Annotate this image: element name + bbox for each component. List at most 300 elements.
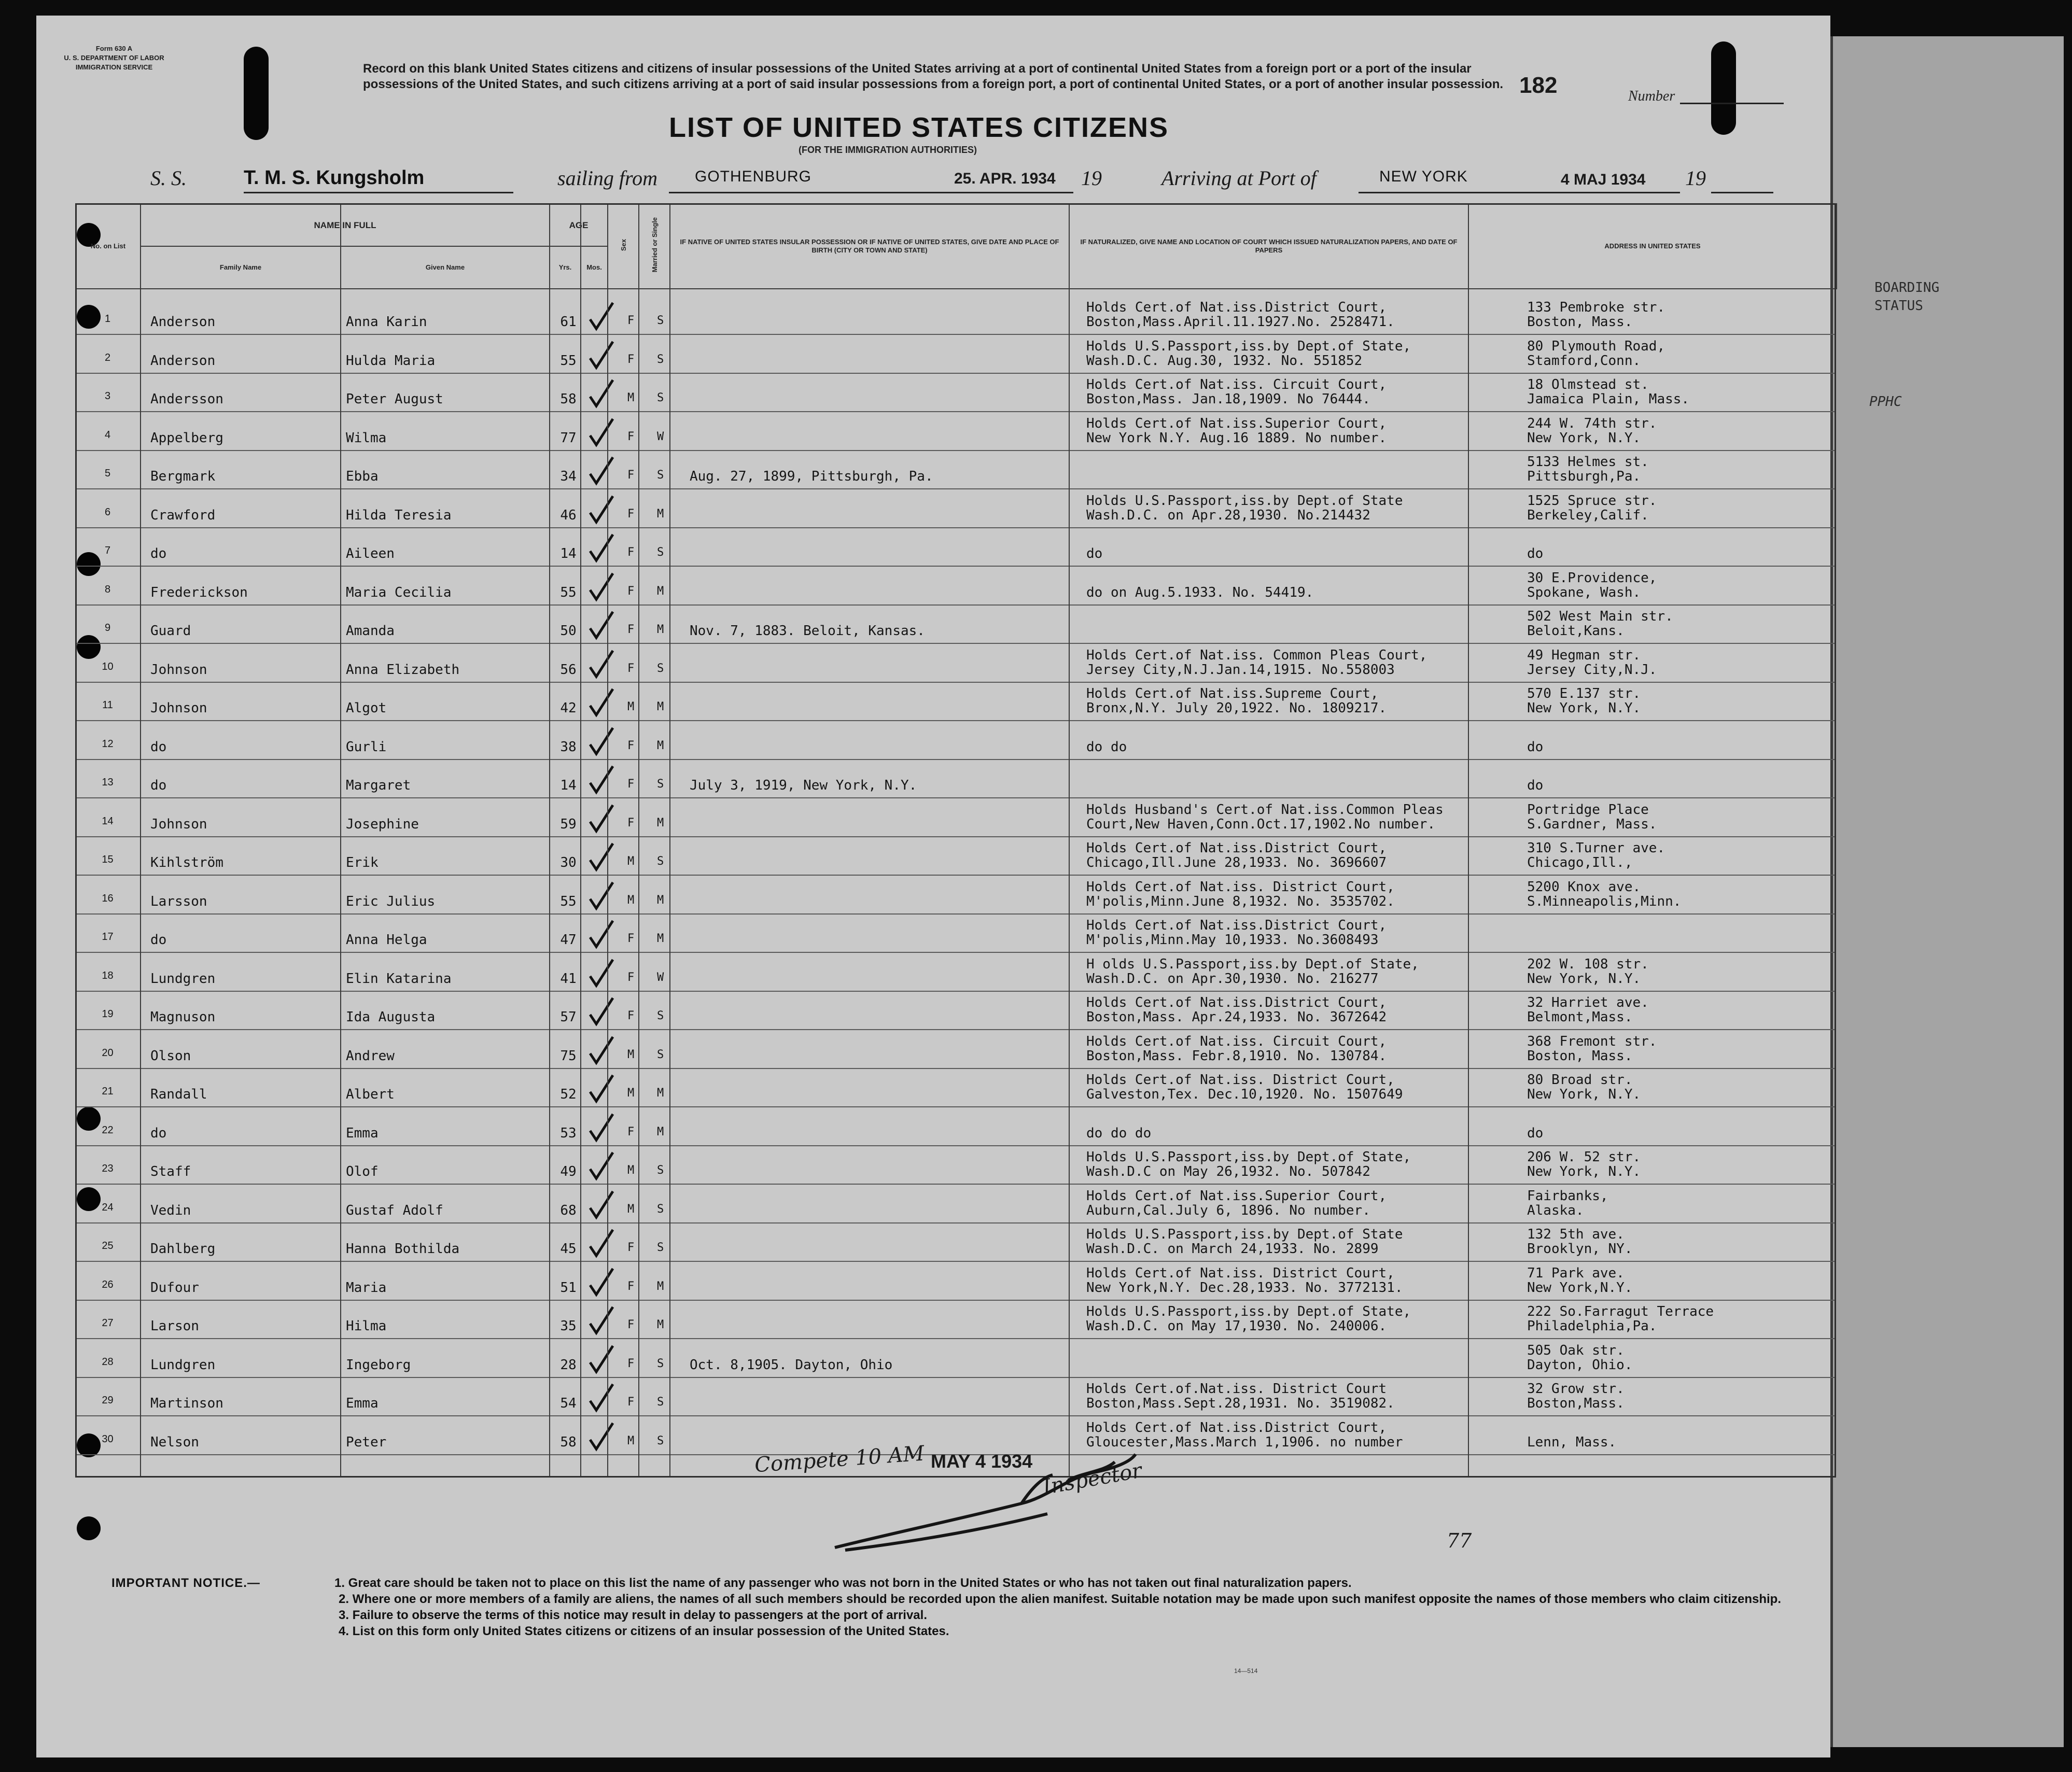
age-years: 57 [560, 1009, 577, 1025]
port-from: GOTHENBURG [695, 168, 812, 185]
table-row [75, 721, 1836, 760]
naturalization-line-2: Boston,Mass.April.11.1927.No. 2528471. [1086, 314, 1395, 330]
sex-value: F [627, 662, 635, 675]
naturalization-line-1: Holds Cert.of Nat.iss.District Court, [1086, 300, 1387, 315]
ss-label: S. S. [150, 166, 187, 190]
address-line-2: S.Minneapolis,Minn. [1527, 893, 1682, 909]
check-mark-icon [586, 455, 617, 486]
check-mark-icon [586, 1305, 617, 1336]
given-name: Hilma [346, 1318, 387, 1334]
row-number: 25 [102, 1240, 114, 1251]
address-line-1: 502 West Main str. [1527, 609, 1673, 624]
row-number: 2 [104, 351, 111, 363]
age-years: 28 [560, 1357, 577, 1373]
number-field [1680, 103, 1784, 104]
row-number: 15 [102, 854, 114, 865]
marital-status: S [657, 353, 664, 366]
record-instruction: Record on this blank United States citizens and citizens of insular possessions of the United States arriving at a port of continental United States from a foreign port or a port of the insular possessions of the United States, and such citizens arriving at a port of said insular possessions from a foreign port, a port of continental United States, or a port of another insular possession. [363, 62, 1504, 91]
naturalization-line-2: Wash.D.C on May 26,1932. No. 507842 [1086, 1164, 1370, 1179]
notice-item-1-line [111, 1575, 1797, 1591]
table-row [75, 1377, 1836, 1416]
address-line-2: do [1527, 778, 1544, 793]
family-name: do [150, 546, 167, 561]
address-line-2: Stamford,Conn. [1527, 353, 1641, 369]
table-row [75, 489, 1836, 528]
notice-item: 2. Where one or more members of a family are aliens, the names of all such members should be recorded upon the alien manifest. Suitable notation may be made upon such manifest opposite the names of those members who claim citizenship. [339, 1592, 1781, 1606]
given-name: Anna Helga [346, 932, 427, 948]
table-row [75, 643, 1836, 683]
naturalization-line-2: Wash.D.C. on March 24,1933. No. 2899 [1086, 1241, 1379, 1257]
naturalization-line-1: Holds Cert.of Nat.iss. District Court, [1086, 879, 1395, 895]
row-number: 13 [102, 777, 114, 788]
age-years: 47 [560, 932, 577, 948]
check-mark-icon [586, 726, 617, 757]
naturalization-line-1: Holds Cert.of Nat.iss.Superior Court, [1086, 1188, 1387, 1204]
table-row [75, 566, 1836, 606]
ship-field [244, 167, 513, 193]
age-years: 55 [560, 893, 577, 909]
table-row [75, 875, 1836, 915]
naturalization-line-2: New York,N.Y. Dec.28,1933. No. 3772131. [1086, 1279, 1403, 1296]
sex-value: M [627, 391, 635, 404]
table-row [75, 1068, 1836, 1107]
header-birth: IF NATIVE OF UNITED STATES INSULAR POSSESSION OR IF NATIVE OF UNITED STATES, GIVE DATE AND PLACE OF BIRTH (CITY OR TOWN AND STATE) [670, 204, 1069, 289]
address-line-1: 5200 Knox ave. [1527, 879, 1641, 895]
check-mark-icon [586, 610, 617, 641]
sex-value: F [627, 469, 635, 482]
address-line-1: 32 Harriet ave. [1527, 995, 1649, 1010]
address-line-2: S.Gardner, Mass. [1527, 816, 1657, 832]
address-line-1: 244 W. 74th str. [1527, 415, 1657, 431]
age-years: 46 [560, 507, 577, 523]
sex-value: F [627, 546, 635, 559]
check-mark-icon [586, 1228, 617, 1259]
given-name: Maria Cecilia [346, 584, 452, 600]
row-number: 20 [102, 1047, 114, 1059]
address-line-2: Jersey City,N.J. [1527, 662, 1657, 678]
table-row [75, 682, 1836, 721]
marital-status: S [657, 778, 664, 791]
family-name: Bergmark [150, 469, 216, 484]
given-name: Josephine [346, 816, 419, 832]
address-line-1: Fairbanks, [1527, 1188, 1608, 1204]
naturalization-line-2: Bronx,N.Y. July 20,1922. No. 1809217. [1086, 700, 1387, 716]
family-name: Johnson [150, 700, 207, 716]
inspector-note: Inspector [1041, 1458, 1144, 1500]
sex-value: M [627, 1048, 635, 1061]
naturalization-line-2: Wash.D.C. on Apr.30,1930. No. 216277 [1086, 971, 1379, 987]
row-number: 29 [102, 1395, 114, 1406]
row-number: 27 [102, 1317, 114, 1329]
marital-status: M [657, 816, 664, 829]
table-row [75, 334, 1836, 374]
given-name: Hilda Teresia [346, 507, 452, 523]
family-name: Lundgren [150, 1357, 216, 1373]
naturalization-line-2: do do [1086, 739, 1127, 755]
table-row [75, 373, 1836, 412]
family-name: Anderson [150, 314, 216, 330]
marital-status: M [657, 623, 664, 636]
marital-status: S [657, 391, 664, 404]
marital-status: M [657, 507, 664, 521]
check-mark-icon [586, 996, 617, 1027]
age-years: 30 [560, 855, 577, 870]
header-naturalized: IF NATURALIZED, GIVE NAME AND LOCATION OF COURT WHICH ISSUED NATURALIZATION PAPERS, AND DATE OF PAPERS [1069, 204, 1468, 289]
notice-lead: IMPORTANT NOTICE.— [111, 1576, 260, 1590]
address-line-1: 222 So.Farragut Terrace [1527, 1304, 1714, 1319]
check-mark-icon [586, 417, 617, 448]
age-years: 34 [560, 469, 577, 484]
age-years: 52 [560, 1087, 577, 1102]
age-years: 38 [560, 739, 577, 755]
marital-status: S [657, 1009, 664, 1022]
address-line-2: Boston,Mass. [1527, 1396, 1625, 1411]
row-number: 11 [102, 699, 113, 711]
given-name: Amanda [346, 623, 395, 639]
important-notice [111, 1575, 1797, 1639]
address-line-2: Lenn, Mass. [1527, 1434, 1617, 1450]
binder-clip [244, 47, 269, 140]
row-number: 26 [102, 1278, 114, 1290]
naturalization-line-1: Holds Husband's Cert.of Nat.iss.Common Pleas [1086, 801, 1444, 818]
age-years: 53 [560, 1125, 577, 1141]
year-field [1711, 167, 1773, 193]
year-label: 19 [1685, 166, 1706, 190]
naturalization-line-1: Holds Cert.of Nat.iss.Supreme Court, [1086, 686, 1379, 701]
family-name: Martinson [150, 1396, 223, 1411]
row-number: 28 [102, 1356, 114, 1368]
row-number: 22 [102, 1124, 114, 1136]
row-number: 9 [104, 622, 111, 634]
port-to: NEW YORK [1379, 168, 1468, 185]
given-name: Anna Karin [346, 314, 427, 330]
address-line-2: New York, N.Y. [1527, 700, 1641, 716]
marital-status: S [657, 1357, 664, 1370]
given-name: Algot [346, 700, 387, 716]
check-mark-icon [586, 494, 617, 525]
address-line-1: 71 Park ave. [1527, 1265, 1625, 1281]
naturalization-line-2: Court,New Haven,Conn.Oct.17,1902.No number. [1086, 816, 1436, 832]
header-no-on-list: No. on List [76, 204, 141, 289]
notice-item: 4. List on this form only United States citizens or citizens of an insular possession of the United States. [339, 1624, 949, 1638]
row-number: 3 [104, 390, 111, 402]
sailing-from-label: sailing from [557, 166, 657, 190]
table-row [75, 1261, 1836, 1301]
address-line-2: New York, N.Y. [1527, 430, 1641, 446]
birth-info: Aug. 27, 1899, Pittsburgh, Pa. [690, 469, 933, 484]
address-line-2: do [1527, 1125, 1544, 1141]
age-years: 56 [560, 662, 577, 678]
address-line-1: 132 5th ave. [1527, 1227, 1625, 1242]
table-row [75, 798, 1836, 837]
naturalization-line-1: Holds Cert.of Nat.iss. District Court, [1086, 1072, 1395, 1088]
birth-info: Nov. 7, 1883. Beloit, Kansas. [690, 623, 925, 639]
marital-status: S [657, 855, 664, 868]
port-from-field [669, 167, 1073, 193]
marital-status: S [657, 1241, 664, 1254]
address-line-2: do [1527, 739, 1544, 755]
birth-info: Oct. 8,1905. Dayton, Ohio [690, 1357, 893, 1373]
family-name: Johnson [150, 662, 207, 678]
family-name: Larsson [150, 893, 207, 909]
family-name: Dahlberg [150, 1241, 216, 1257]
address-line-1: 133 Pembroke str. [1527, 300, 1665, 315]
naturalization-line-1: Holds Cert.of Nat.iss. District Court, [1086, 1265, 1395, 1281]
check-mark-icon [586, 1421, 617, 1452]
age-years: 45 [560, 1241, 577, 1257]
sex-value: F [627, 1357, 635, 1370]
header-given-name: Given Name [341, 246, 550, 289]
header-sex-cell [608, 204, 639, 289]
row-number: 14 [102, 815, 114, 827]
sex-value: F [627, 816, 635, 829]
naturalization-line-2: Galveston,Tex. Dec.10,1920. No. 1507649 [1086, 1087, 1403, 1102]
marital-status: M [657, 739, 664, 752]
row-number: 8 [104, 583, 111, 595]
check-mark-icon [586, 1382, 617, 1413]
notice-item: 1. Great care should be taken not to place on this list the name of any passenger who was not born in the United States or who has not taken out final naturalization papers. [334, 1576, 1352, 1590]
check-mark-icon [586, 649, 617, 680]
address-line-2: Pittsburgh,Pa. [1527, 469, 1641, 484]
age-years: 58 [560, 1434, 577, 1450]
address-line-1: 80 Plymouth Road, [1527, 338, 1665, 354]
naturalization-line-1: Holds Cert.of Nat.iss.District Court, [1086, 918, 1387, 933]
column-headers [75, 203, 1837, 289]
naturalization-line-2: Boston,Mass. Jan.18,1909. No 76444. [1086, 391, 1370, 407]
header-age: AGE [550, 204, 608, 246]
sex-value: F [627, 1396, 635, 1409]
naturalization-line-2: Wash.D.C. on Apr.28,1930. No.214432 [1086, 507, 1370, 523]
sex-value: F [627, 739, 635, 752]
given-name: Margaret [346, 778, 411, 793]
naturalization-line-2: Boston,Mass. Febr.8,1910. No. 130784. [1086, 1048, 1387, 1064]
naturalization-line-2: Jersey City,N.J.Jan.14,1915. No.558003 [1086, 662, 1395, 678]
table-row [75, 991, 1836, 1030]
header-name-in-full: NAME IN FULL [141, 204, 550, 246]
age-years: 14 [560, 778, 577, 793]
marital-status: S [657, 469, 664, 482]
naturalization-line-1: Holds Cert.of Nat.iss.District Court, [1086, 840, 1387, 856]
check-mark-icon [586, 880, 617, 911]
row-number: 12 [102, 738, 114, 750]
table-row [75, 1030, 1836, 1069]
check-mark-icon [586, 301, 617, 332]
age-years: 42 [560, 700, 577, 716]
ship-name: T. M. S. Kungsholm [244, 167, 425, 189]
adjacent-page [1830, 36, 2064, 1747]
address-line-2: New York,N.Y. [1527, 1279, 1633, 1296]
address-line-1: 32 Grow str. [1527, 1381, 1625, 1397]
inspector-signature [824, 1441, 1187, 1560]
marital-status: S [657, 1202, 664, 1216]
completion-stamp: MAY 4 1934 [931, 1451, 1033, 1472]
sex-value: F [627, 971, 635, 984]
naturalization-line-2: do [1086, 546, 1103, 561]
header-marital-cell [639, 204, 670, 289]
table-row [75, 296, 1836, 335]
header-married-or-single: Married or Single [650, 217, 659, 273]
sex-value: M [627, 700, 635, 713]
naturalization-line-1: Holds Cert.of Nat.iss.District Court, [1086, 1419, 1387, 1436]
check-mark-icon [586, 1150, 617, 1182]
given-name: Olof [346, 1164, 379, 1179]
row-number: 24 [102, 1201, 114, 1213]
check-mark-icon [586, 1189, 617, 1220]
row-number: 10 [102, 660, 114, 672]
age-years: 51 [560, 1279, 577, 1296]
naturalization-line-1: Holds U.S.Passport,iss.by Dept.of State, [1086, 1304, 1411, 1319]
address-line-1: 202 W. 108 str. [1527, 956, 1649, 972]
address-line-2: Boston, Mass. [1527, 1048, 1633, 1064]
naturalization-line-1: Holds Cert.of Nat.iss. Circuit Court, [1086, 377, 1387, 392]
family-name: Olson [150, 1048, 191, 1064]
marital-status: M [657, 893, 664, 907]
age-years: 77 [560, 430, 577, 446]
address-line-2: Beloit,Kans. [1527, 623, 1625, 639]
check-mark-icon [586, 378, 617, 409]
sex-value: M [627, 1164, 635, 1177]
sex-value: F [627, 507, 635, 521]
naturalization-line-2: do do do [1086, 1125, 1152, 1141]
row-number: 21 [102, 1086, 114, 1097]
marital-status: M [657, 1279, 664, 1293]
address-line-1: Portridge Place [1527, 801, 1649, 818]
row-number: 30 [102, 1433, 114, 1445]
marital-status: M [657, 700, 664, 713]
address-line-2: Dayton, Ohio. [1527, 1357, 1633, 1373]
table-row [75, 604, 1836, 644]
family-name: Larson [150, 1318, 199, 1334]
naturalization-line-1: Holds U.S.Passport,iss.by Dept.of State [1086, 493, 1403, 509]
naturalization-line-2: Boston,Mass.Sept.28,1931. No. 3519082. [1086, 1396, 1395, 1411]
check-mark-icon [586, 1267, 617, 1298]
row-number: 6 [104, 506, 111, 518]
sex-value: F [627, 778, 635, 791]
check-mark-icon [586, 571, 617, 602]
naturalization-line-2: Auburn,Cal.July 6, 1896. No number. [1086, 1202, 1370, 1218]
header-family-name: Family Name [141, 246, 341, 289]
marital-status: W [657, 430, 664, 443]
age-years: 61 [560, 314, 577, 330]
row-number: 5 [104, 468, 111, 479]
punch-hole [77, 1516, 101, 1540]
family-name: Johnson [150, 816, 207, 832]
naturalization-line-1: Holds Cert.of Nat.iss. Circuit Court, [1086, 1033, 1387, 1049]
sex-value: F [627, 584, 635, 598]
marital-status: S [657, 1434, 664, 1447]
naturalization-line-2: Wash.D.C. Aug.30, 1932. No. 551852 [1086, 353, 1363, 369]
row-number: 7 [104, 545, 111, 556]
naturalization-line-1: Holds Cert.of Nat.iss.District Court, [1086, 995, 1387, 1010]
sex-value: F [627, 430, 635, 443]
table-row [75, 836, 1836, 876]
marital-status: S [657, 314, 664, 327]
naturalization-line-2: do on Aug.5.1933. No. 54419. [1086, 584, 1314, 600]
address-line-2: New York, N.Y. [1527, 971, 1641, 987]
page-title: LIST OF UNITED STATES CITIZENS [669, 112, 1169, 143]
address-line-2: Brooklyn, NY. [1527, 1241, 1633, 1257]
given-name: Elin Katarina [346, 971, 452, 987]
row-number: 19 [102, 1008, 114, 1020]
marital-status: M [657, 1087, 664, 1100]
table-row [75, 952, 1836, 992]
address-line-1: 49 Hegman str. [1527, 647, 1641, 663]
address-line-1: 368 Fremont str. [1527, 1033, 1657, 1049]
sex-value: M [627, 1202, 635, 1216]
age-years: 55 [560, 353, 577, 369]
family-name: Kihlström [150, 855, 223, 870]
table-row [75, 1184, 1836, 1223]
family-name: do [150, 739, 167, 755]
address-line-2: do [1527, 546, 1544, 561]
marital-status: W [657, 971, 664, 984]
sex-value: F [627, 1318, 635, 1331]
sex-value: F [627, 1009, 635, 1022]
arriving-label: Arriving at Port of [1161, 166, 1317, 190]
check-mark-icon [586, 1344, 617, 1375]
address-line-2: New York, N.Y. [1527, 1087, 1641, 1102]
given-name: Ebba [346, 469, 379, 484]
list-number: 182 [1519, 73, 1558, 98]
sex-value: F [627, 623, 635, 636]
marital-status: S [657, 1396, 664, 1409]
address-line-1: 1525 Spruce str. [1527, 493, 1657, 509]
family-name: Anderson [150, 353, 216, 369]
check-mark-icon [586, 532, 617, 564]
row-number: 17 [102, 931, 114, 943]
binder-clip [1711, 41, 1736, 135]
table-row [75, 1145, 1836, 1185]
sex-value: M [627, 893, 635, 907]
given-name: Ingeborg [346, 1357, 411, 1373]
address-line-1: 206 W. 52 str. [1527, 1149, 1641, 1165]
form-department: U. S. DEPARTMENT OF LABOR [64, 54, 164, 62]
row-number: 23 [102, 1163, 114, 1174]
given-name: Wilma [346, 430, 387, 446]
marital-status: M [657, 932, 664, 945]
table-row [75, 1339, 1836, 1378]
address-line-1: 5133 Helmes st. [1527, 454, 1649, 470]
table-row [75, 412, 1836, 451]
check-mark-icon [586, 1112, 617, 1143]
form-number: Form 630 A [95, 45, 133, 52]
notice-item: 3. Failure to observe the terms of this notice may result in delay to passengers at the port of arrival. [339, 1608, 927, 1622]
marital-status: S [657, 1048, 664, 1061]
marital-status: M [657, 584, 664, 598]
family-name: Nelson [150, 1434, 199, 1450]
address-line-1: 80 Broad str. [1527, 1072, 1633, 1088]
check-mark-icon [586, 687, 617, 718]
naturalization-line-2: New York N.Y. Aug.16 1889. No number. [1086, 430, 1387, 446]
sex-value: F [627, 1241, 635, 1254]
sex-value: F [627, 1125, 635, 1138]
table-row [75, 450, 1836, 489]
row-number: 1 [104, 313, 111, 325]
family-name: do [150, 1125, 167, 1141]
row-number: 4 [104, 429, 111, 441]
table-row [75, 1222, 1836, 1262]
given-name: Eric Julius [346, 893, 436, 909]
naturalization-line-1: Holds U.S.Passport,iss.by Dept.of State, [1086, 338, 1411, 354]
given-name: Albert [346, 1087, 395, 1102]
age-years: 49 [560, 1164, 577, 1179]
completion-note: Compete 10 AM [753, 1441, 926, 1478]
age-years: 14 [560, 546, 577, 561]
given-name: Hanna Bothilda [346, 1241, 460, 1257]
family-name: Magnuson [150, 1009, 216, 1025]
given-name: Erik [346, 855, 379, 870]
address-line-1: 18 Olmstead st. [1527, 377, 1649, 392]
